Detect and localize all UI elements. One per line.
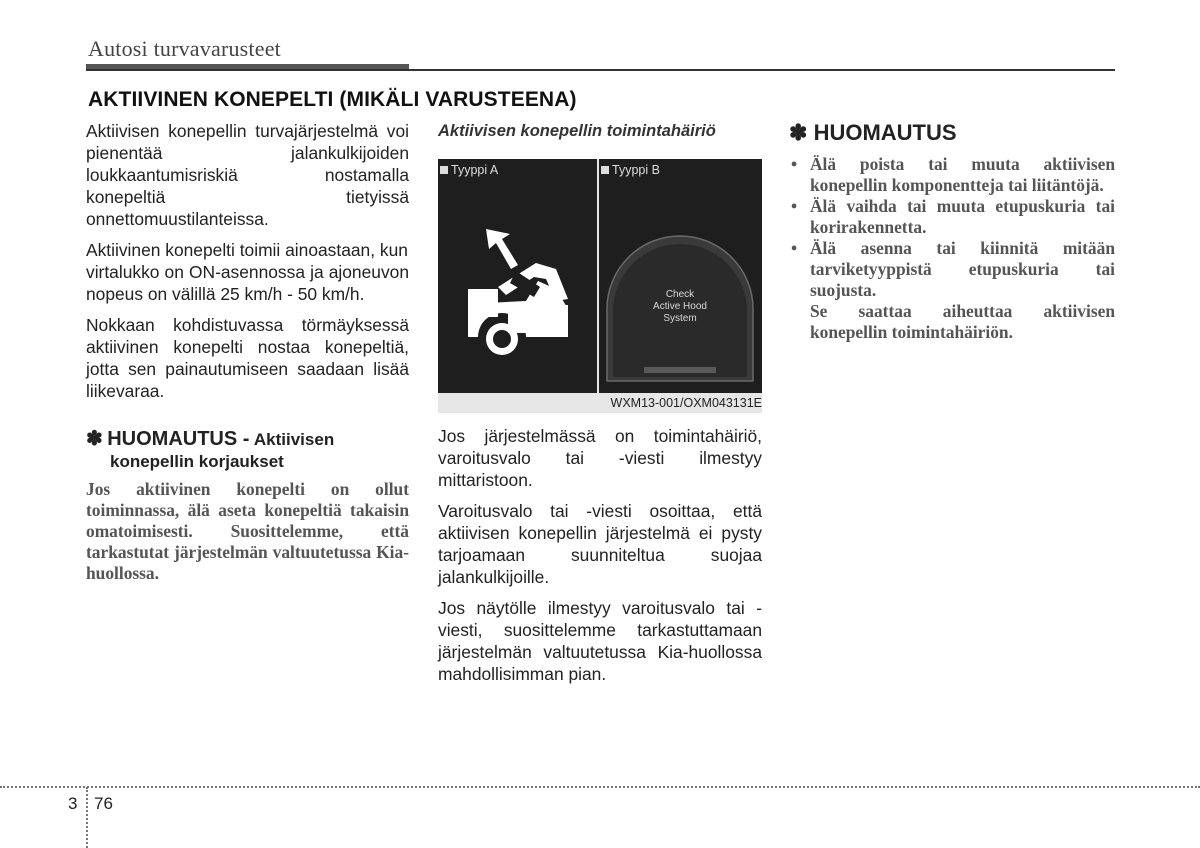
cluster-line-2: Active Hood [653,301,707,312]
header-rule [86,69,1115,71]
square-bullet-icon [440,166,448,174]
intro-paragraph: Aktiivisen konepellin turvajärjestelmä voi pienentää jalankulkijoiden loukkaantumisriskiä nostamalla konepeltiä tietyissä onnettomuustilanteissa. [86,121,409,229]
malfunction-paragraph: Jos järjestelmässä on toimintahäiriö, varoitusvalo tai -viesti ilmestyy mittaristoon. [438,426,762,490]
note-symbol: ✽ [789,120,808,145]
collision-paragraph: Nokkaan kohdistuvassa törmäyksessä aktiivinen konepelti nostaa konepeltiä, jotta sen painautumiseen saadaan lisää liikevaraa. [86,315,409,401]
footer-rule [0,786,1200,788]
note-symbol: ✽ [86,428,103,450]
section-title: AKTIIVINEN KONEPELTI (MIKÄLI VARUSTEENA) [88,88,577,111]
figure-panel-type-a [438,159,597,393]
list-item-continuation: Se saattaa aiheuttaa aktiivisen konepellin toimintahäiriön. [810,301,1115,342]
cluster-line-1: Check [665,289,695,300]
repair-note-heading [86,426,409,473]
list-item: • Älä asenna tai kiinnitä mitään tarviketyyppistä etupuskuria tai suojusta. [789,238,1115,301]
figure-reference: WXM13-001/OXM043131E [610,396,762,410]
active-hood-warning-icon [438,159,597,393]
cluster-line-3: System [663,313,697,324]
list-item: • Älä poista tai muuta aktiivisen konepellin komponentteja tai liitäntöjä. [789,154,1115,196]
caution-note-heading [789,120,1115,146]
type-a-label: Tyyppi A [440,163,498,177]
running-header: Autosi turvavarusteet [88,36,281,61]
list-item: • Älä vaihda tai muuta etupuskuria tai korirakennetta. [789,196,1115,238]
figure-panel-type-b [599,159,762,393]
caution-list [789,154,1115,343]
note-subheading-2: konepellin korjaukset [110,452,284,471]
figure-caption: Aktiivisen konepellin toimintahäiriö [438,122,716,140]
repair-note-text: Jos aktiivinen konepelti on ollut toiminnassa, älä aseta konepeltiä takaisin omatoimisesti. Suosittelemme, että tarkastutat järjestelmän valtuutetussa Kia-huollossa. [86,479,409,583]
recommendation-paragraph: Jos näytölle ilmestyy varoitusvalo tai -viesti, suosittelemme tarkastuttamaan järjestelmän valtuutetussa Kia-huollossa mahdollisimman pian. [438,598,762,684]
note-heading-text: HUOMAUTUS - [107,428,250,450]
type-b-label: Tyyppi B [601,163,660,177]
footer-divider [86,787,88,848]
cluster-display-icon [599,159,762,393]
condition-detail-paragraph: virtalukko on ON-asennossa ja ajoneuvon nopeus on välillä 25 km/h - 50 km/h. [86,262,409,304]
middle-column [438,120,762,694]
left-column [86,120,409,584]
right-column [789,120,1115,343]
note-heading-text: HUOMAUTUS [813,120,957,145]
square-bullet-icon [601,166,609,174]
warning-meaning-paragraph: Varoitusvalo tai -viesti osoittaa, että aktiivisen konepellin järjestelmä ei pysty tarjoamaan suunniteltua suojaa jalankulkijoille. [438,501,762,587]
chapter-number: 3 [68,794,78,813]
condition-paragraph: Aktiivinen konepelti toimii ainoastaan, kun [86,240,408,260]
page-number: 76 [94,794,113,813]
note-subheading-1: Aktiivisen [253,430,335,449]
warning-figure [438,159,762,413]
